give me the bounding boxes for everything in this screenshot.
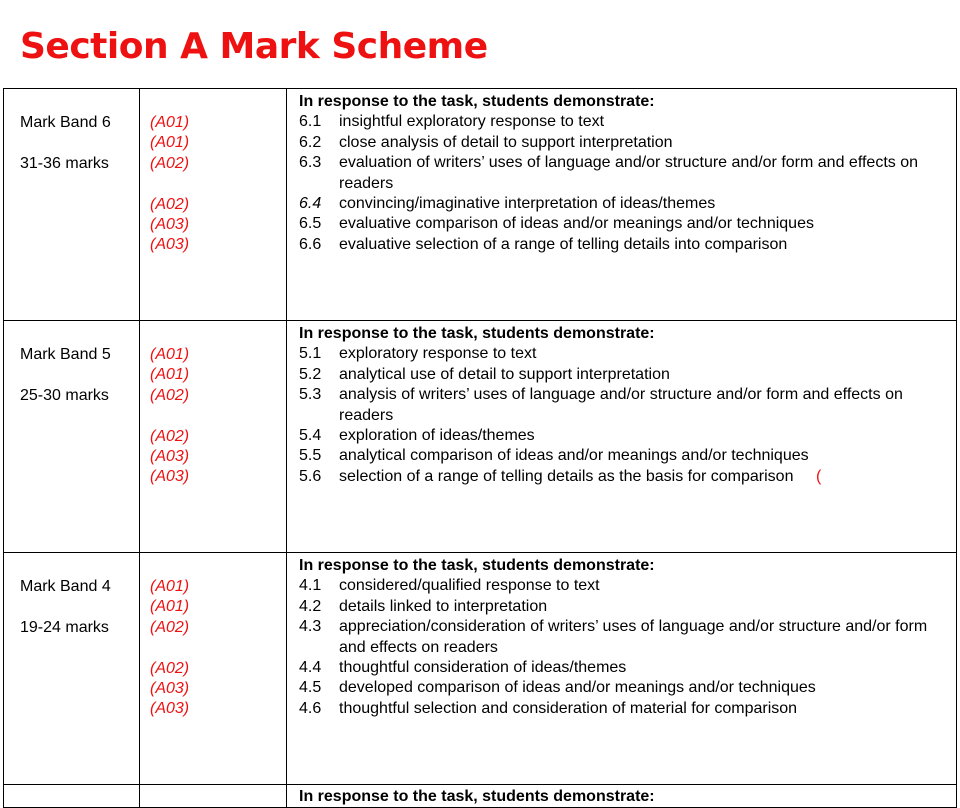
mark-scheme-table-frame <box>3 88 956 805</box>
descriptor-text: evaluative selection of a range of telling details into comparison <box>339 235 788 253</box>
descriptors-heading: In response to the task, students demonstrate: <box>299 93 655 110</box>
ao-code: (A02) <box>150 195 190 213</box>
descriptor-item <box>299 576 950 596</box>
descriptor-text: thoughtful selection and consideration of material for comparison <box>339 699 798 717</box>
ao-code: (A02) <box>150 427 190 445</box>
descriptor-text: developed comparison of ideas and/or meanings and/or techniques <box>339 679 816 697</box>
band-cell <box>4 785 140 808</box>
mark-band-row-cut-off <box>4 785 957 808</box>
descriptor-text: exploration of ideas/themes <box>339 427 535 445</box>
descriptor-item <box>299 214 950 234</box>
ao-code: (A03) <box>150 216 190 234</box>
band-cell <box>4 89 140 321</box>
descriptor-number: 6.5 <box>299 215 322 233</box>
ao-code: (A02) <box>150 618 190 636</box>
descriptor-item <box>299 344 950 364</box>
descriptor-item <box>299 194 950 214</box>
descriptor-text: convincing/imaginative interpretation of ideas/themes <box>339 195 716 213</box>
descriptor-text: thoughtful consideration of ideas/themes <box>339 659 627 677</box>
descriptor-text: analytical use of detail to support interpretation <box>339 365 670 383</box>
band-label: Mark Band 4 <box>20 578 111 595</box>
assessment-objectives-cell <box>140 553 287 785</box>
descriptor-text: exploratory response to text <box>339 345 537 363</box>
descriptor-number: 6.3 <box>299 154 322 172</box>
ao-code: (A01) <box>150 366 190 384</box>
ao-spacer <box>150 406 286 426</box>
ao-code: (A02) <box>150 386 190 404</box>
descriptor-text: selection of a range of telling details as the basis for comparison <box>339 467 794 485</box>
descriptor-text: analytical comparison of ideas and/or meanings and/or techniques <box>339 447 809 465</box>
ao-code: (A03) <box>150 236 190 254</box>
mark-band-row <box>4 553 957 785</box>
ao-code: (A03) <box>150 468 190 486</box>
descriptor-item <box>299 133 950 153</box>
descriptor-item <box>299 365 950 385</box>
descriptor-number: 4.4 <box>299 659 322 677</box>
descriptor-number: 5.3 <box>299 386 322 404</box>
descriptor-text: analysis of writers’ uses of language and/or structure and/or form and effects on readers <box>339 386 903 424</box>
descriptor-item <box>299 617 950 658</box>
descriptors-cell <box>287 785 957 808</box>
page-title: Section A Mark Scheme <box>20 26 488 67</box>
assessment-objectives-cell <box>140 321 287 553</box>
descriptor-text: close analysis of detail to support interpretation <box>339 133 673 151</box>
ao-code: (A03) <box>150 700 190 718</box>
descriptor-text: evaluation of writers’ uses of language and/or structure and/or form and effects on readers <box>339 154 918 192</box>
descriptor-number: 5.4 <box>299 427 322 445</box>
descriptors-cell <box>287 553 957 785</box>
mark-scheme-body <box>4 89 957 808</box>
band-cell <box>4 553 140 785</box>
assessment-objectives-cell <box>140 785 287 808</box>
descriptor-number: 4.6 <box>299 699 322 717</box>
descriptors-heading: In response to the task, students demonstrate: <box>299 788 655 805</box>
descriptor-item <box>299 658 950 678</box>
descriptor-item <box>299 467 950 487</box>
descriptor-number: 6.2 <box>299 133 322 151</box>
descriptor-number: 4.5 <box>299 679 322 697</box>
descriptor-text: evaluative comparison of ideas and/or meanings and/or techniques <box>339 215 814 233</box>
ao-code: (A01) <box>150 578 190 595</box>
descriptor-item <box>299 235 950 255</box>
descriptor-item <box>299 699 950 719</box>
ao-code: (A03) <box>150 448 190 466</box>
descriptor-item <box>299 153 950 194</box>
mark-scheme-table <box>3 88 957 808</box>
band-cell <box>4 321 140 553</box>
descriptor-number: 5.1 <box>299 345 322 363</box>
ao-code: (A01) <box>150 598 190 616</box>
descriptors-heading: In response to the task, students demonstrate: <box>299 325 655 342</box>
descriptor-item <box>299 426 950 446</box>
ao-code: (A03) <box>150 680 190 698</box>
band-marks: 25-30 marks <box>20 386 109 404</box>
ao-spacer <box>150 638 286 658</box>
descriptor-number: 5.5 <box>299 447 322 465</box>
descriptors-cell <box>287 321 957 553</box>
descriptor-item <box>299 385 950 426</box>
band-label: Mark Band 6 <box>20 114 111 131</box>
ao-code: (A02) <box>150 659 190 677</box>
descriptor-text: insightful exploratory response to text <box>339 113 605 131</box>
descriptor-number: 4.2 <box>299 597 322 615</box>
descriptor-text: considered/qualified response to text <box>339 577 600 595</box>
descriptor-number: 6.1 <box>299 113 322 131</box>
descriptor-number: 5.2 <box>299 365 322 383</box>
annotation-mark: ( <box>815 467 822 485</box>
descriptor-number: 6.4 <box>299 195 322 213</box>
mark-band-row <box>4 321 957 553</box>
band-marks: 19-24 marks <box>20 618 109 636</box>
descriptor-text: details linked to interpretation <box>339 597 548 615</box>
descriptor-text: appreciation/consideration of writers’ uses of language and/or structure and/or form and effects on readers <box>339 618 928 656</box>
descriptor-number: 6.6 <box>299 235 322 253</box>
descriptor-number: 5.6 <box>299 467 322 485</box>
descriptors-cell <box>287 89 957 321</box>
mark-band-row <box>4 89 957 321</box>
ao-code: (A02) <box>150 154 190 172</box>
descriptor-item <box>299 446 950 466</box>
band-marks: 31-36 marks <box>20 154 109 172</box>
ao-code: (A01) <box>150 134 190 152</box>
descriptor-item <box>299 678 950 698</box>
assessment-objectives-cell <box>140 89 287 321</box>
descriptor-item <box>299 597 950 617</box>
band-label: Mark Band 5 <box>20 346 111 363</box>
ao-spacer <box>150 174 286 194</box>
ao-code: (A01) <box>150 346 190 363</box>
descriptors-heading: In response to the task, students demonstrate: <box>299 557 655 574</box>
descriptor-number: 4.1 <box>299 577 322 595</box>
ao-code: (A01) <box>150 114 190 131</box>
descriptor-item <box>299 112 950 132</box>
descriptor-number: 4.3 <box>299 618 322 636</box>
